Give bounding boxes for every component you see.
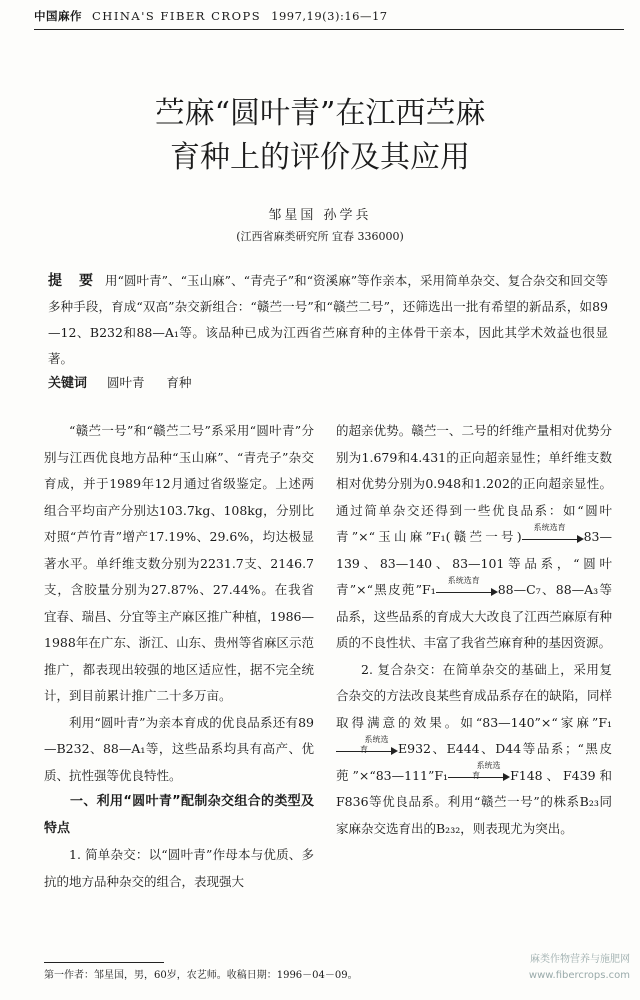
text-run: 88—C₇、88—A₃等品系，这些品系的育成大大改良了江西苎麻原有种质的不良性状、丰富了我省苎麻育种的基因资源。: [336, 582, 612, 650]
abstract-text: 用“圆叶青”、“玉山麻”、“青壳子”和“资溪麻”等作亲本，采用简单杂交、复合杂交和回交等多种手段，育成“双高”杂交新组合：“赣苎一号”和“赣苎二号”，还筛选出一批有希望的新品系，如89—12、B232和88—A₁等。该品种已成为江西省苎麻育种的主体骨干亲本，因此其学术效益也很显著。: [48, 273, 609, 366]
watermark-line-2: www.fibercrops.com: [528, 970, 630, 981]
keyword: 育种: [166, 375, 192, 390]
selection-arrow: [522, 522, 584, 544]
selection-arrow: [436, 575, 498, 597]
text-run: 2. 复合杂交：在简单杂交的基础上，采用复合杂交的方法改良某些育成品系存在的缺陷，同样取得满意的效果。如“83—140”×“家麻”F₁: [336, 661, 612, 730]
body-paragraph: “赣苎一号”和“赣苎二号”系采用“圆叶青”分别与江西优良地方品种“玉山麻”、“青壳子”杂交育成，并于1989年12月通过省级鉴定。上述两组合平均亩产分别达103.7kg、108kg，分别比对照“芦竹青”增产17.19%、29.6%，均达极显著水平。单纤维支数分别为2231.7支、2146.7支，含胶量分别为27.87%、27.44%。在我省宜春、瑞昌、分宜等主产麻区推广种植，1986—1988年在广东、浙江、山东、贵州等省麻区示范推广，都表现出较强的地区适应性，据不完全统计，到目前累计推广二十多万亩。: [44, 423, 314, 703]
title-line-1: 苎麻“圆叶青”在江西苎麻: [154, 96, 486, 131]
selection-arrow: [448, 761, 510, 782]
watermark-line-1: 麻类作物营养与施肥网: [530, 954, 630, 965]
keyword: 圆叶青: [107, 375, 145, 390]
right-column: [336, 418, 612, 842]
title-line-2: 育种上的评价及其应用: [170, 140, 470, 175]
authors: 邹星国 孙学兵: [268, 208, 372, 223]
keywords-label: 关键词: [48, 376, 88, 391]
keywords: [48, 372, 210, 391]
affiliation: (江西省麻类研究所 宜春 336000): [236, 230, 404, 243]
body-paragraph: [336, 657, 612, 843]
text-run: E932、E444、D44等品系；“黑皮蔸”×“83—111”F₁: [336, 741, 612, 783]
footnote-divider: [44, 962, 164, 963]
body-paragraph: [336, 418, 612, 657]
footnote: 第一作者：邹星国，男，60岁，农艺师。收稿日期：1996－04－09。: [44, 970, 358, 981]
body-paragraph: 1. 简单杂交：以“圆叶青”作母本与优质、多抗的地方品种杂交的组合，表现强大: [44, 847, 314, 889]
watermark: [529, 952, 630, 984]
section-heading: 一、利用“圆叶青”配制杂交组合的类型及特点: [44, 794, 314, 836]
text-run: F148、F439和F836等优良品系。利用“赣苎一号”的株系B₂₃同家麻杂交选育出的B₂₃₂，则表现尤为突出。: [336, 767, 612, 836]
arrow-label: 系统选育: [533, 522, 566, 532]
text-run: 83—139、83—140、83—101等品系，“圆叶青”×“黑皮蔸”F₁: [336, 529, 612, 597]
arrow-label: 系统选育: [472, 761, 501, 780]
journal-name-en: CHINA'S FIBER CROPS: [92, 9, 262, 23]
selection-arrow: [336, 734, 398, 756]
arrow-label: 系统选育: [447, 575, 480, 585]
left-column: [44, 418, 314, 895]
body-paragraph: 利用“圆叶青”为亲本育成的优良品系还有89—B232、88—A₁等，这些品系均具有高产、优质、抗性强等优良特性。: [44, 714, 314, 783]
text-run: 的超亲优势。赣苎一、二号的纤维产量相对优势分别为1.679和4.431的正向超亲显性；单纤维支数相对优势分别为0.948和1.202的正向超亲显性。通过简单杂交还得到一些优良品系：如“圆叶青”×“玉山麻”F₁(赣苎一号): [336, 423, 612, 544]
running-header: [34, 8, 624, 30]
citation: 1997,19(3):16—17: [271, 9, 388, 23]
abstract-label: 提 要: [48, 273, 100, 289]
abstract: [48, 268, 608, 372]
arrow-label: 系统选育: [360, 734, 389, 754]
paper-title: [0, 92, 640, 180]
journal-name-cn: 中国麻作: [34, 9, 82, 23]
